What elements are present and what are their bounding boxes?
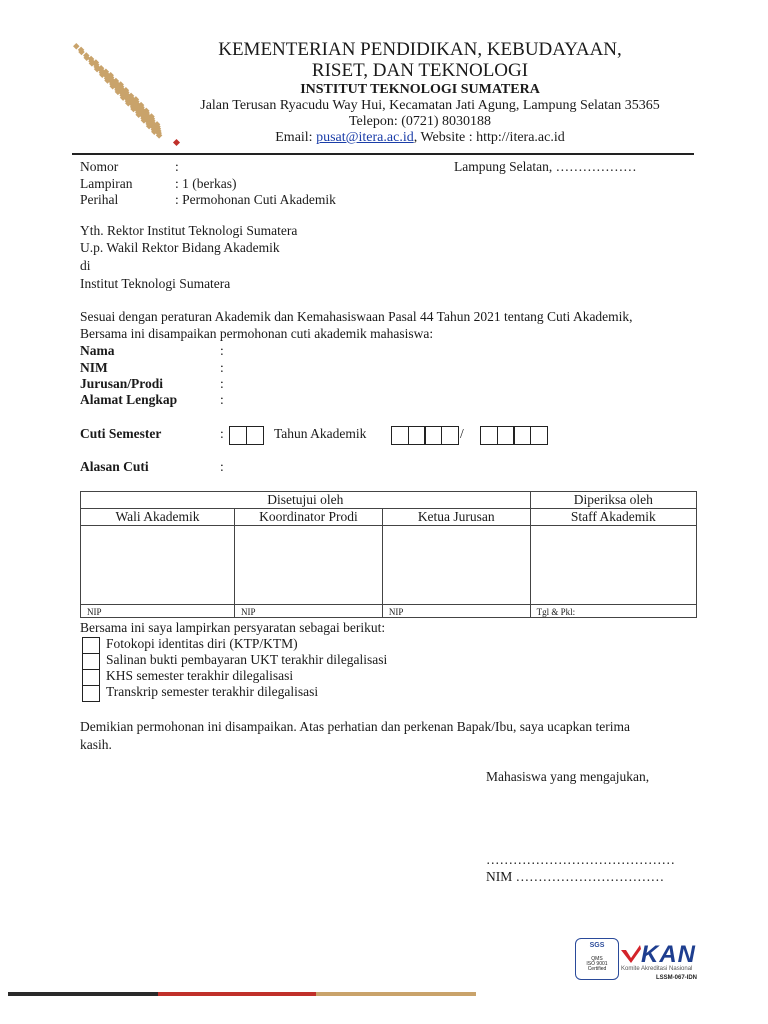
field-nim-colon: : [220,360,224,375]
cuti-semester-colon: : [220,426,224,441]
certified-text: Certified [587,966,607,972]
iso-text: ISO 9001 [586,961,608,967]
ministry-title-line1: KEMENTERIAN PENDIDIKAN, KEBUDAYAAN, [218,39,622,60]
intro-line2: Bersama ini disampaikan permohonan cuti akademik mahasiswa: [80,326,434,341]
tahun-akademik-label: Tahun Akademik [274,426,367,441]
attachment-checkbox[interactable] [82,669,100,686]
itera-logo [70,40,190,152]
footer-bar-tan [316,992,476,996]
field-alamat-colon: : [220,392,224,407]
closing-line2: kasih. [80,737,112,752]
institution-name: INSTITUT TEKNOLOGI SUMATERA [300,82,540,97]
recipient-line4: Institut Teknologi Sumatera [80,276,231,291]
col-staff-akademik: Staff Akademik [530,509,696,526]
website-text: , Website : http://itera.ac.id [413,130,565,145]
alasan-cuti-colon: : [220,459,224,474]
col-wali-akademik: Wali Akademik [81,509,235,526]
place-date: Lampung Selatan, ……………… [454,159,637,174]
sgs-badge [575,938,619,980]
attachments-intro: Bersama ini saya lampirkan persyaratan sebagai berikut: [80,620,386,635]
institution-address: Jalan Terusan Ryacudu Way Hui, Kecamatan Jati Agung, Lampung Selatan 35365 [200,98,660,113]
kan-subtitle: Komite Akreditasi Nasional [621,966,693,972]
closing-line1: Demikian permohonan ini disampaikan. Atas perhatian dan perkenan Bapak/Ibu, saya ucapkan terima [80,719,630,734]
email-label: Email: [275,130,317,145]
email-link[interactable]: pusat@itera.ac.id [316,130,414,145]
lssm-code: LSSM-067-IDN [656,975,698,981]
approved-by-header: Disetujui oleh [81,492,531,509]
lampiran-value: : 1 (berkas) [175,176,237,191]
year-box[interactable] [408,426,426,445]
footer-bar-dark [8,992,158,996]
attachment-checkbox[interactable] [82,685,100,702]
tgl-cell: Tgl & Pkl: [530,605,696,618]
recipient-line3: di [80,258,91,273]
year-box[interactable] [441,426,459,445]
year-box[interactable] [530,426,548,445]
field-nim-label: NIM [80,360,108,375]
col-koordinator-prodi: Koordinator Prodi [235,509,383,526]
recipient-line2: U.p. Wakil Rektor Bidang Akademik [80,240,280,255]
institution-phone: Telepon: (0721) 8030188 [348,114,492,129]
field-nama-label: Nama [80,343,115,358]
ministry-title-line2: RISET, DAN TEKNOLOGI [311,60,529,81]
year-end-boxes[interactable] [480,426,546,445]
logo-dot [73,43,80,50]
header-divider [72,153,694,155]
intro-line1: Sesuai dengan peraturan Akademik dan Kemahasiswaan Pasal 44 Tahun 2021 tentang Cuti Akademik, [80,309,633,324]
year-box[interactable] [424,426,442,445]
approval-table [80,491,697,618]
signer-label: Mahasiswa yang mengajukan, [486,769,650,784]
semester-boxes[interactable] [229,426,262,445]
year-start-boxes[interactable] [391,426,457,445]
nip-cell: NIP [81,605,235,618]
signature-cell[interactable] [235,526,383,605]
qms-text: QMS [591,956,603,962]
signature-line[interactable]: …………………………………… [486,852,675,867]
year-slash: / [460,426,464,441]
year-box[interactable] [513,426,531,445]
nip-cell: NIP [235,605,383,618]
year-box[interactable] [480,426,498,445]
attachment-checkbox[interactable] [82,653,100,670]
field-jurusan-label: Jurusan/Prodi [80,376,164,391]
kan-logo-text: KAN [641,941,696,968]
perihal-value: : Permohonan Cuti Akademik [175,192,336,207]
field-alamat-label: Alamat Lengkap [80,392,178,407]
recipient-line1: Yth. Rektor Institut Teknologi Sumatera [80,223,298,238]
cuti-semester-label: Cuti Semester [80,426,162,441]
signature-cell[interactable] [382,526,530,605]
signature-cell[interactable] [81,526,235,605]
attachment-item: Fotokopi identitas diri (KTP/KTM) [106,636,298,651]
alasan-cuti-label: Alasan Cuti [80,459,149,474]
col-ketua-jurusan: Ketua Jurusan [382,509,530,526]
institution-contact [180,130,660,145]
nomor-label: Nomor [80,159,119,174]
year-box[interactable] [391,426,409,445]
nomor-value: : [175,159,179,174]
attachment-item: KHS semester terakhir dilegalisasi [106,668,294,683]
kan-check-icon [620,944,642,964]
year-box[interactable] [497,426,515,445]
nip-cell: NIP [382,605,530,618]
semester-box[interactable] [246,426,264,445]
sgs-text: SGS [589,942,605,949]
perihal-label: Perihal [80,192,119,207]
field-jurusan-colon: : [220,376,224,391]
semester-box[interactable] [229,426,247,445]
logo-accent-dot [173,139,180,146]
signature-cell[interactable] [530,526,696,605]
checked-by-header: Diperiksa oleh [530,492,696,509]
field-nama-colon: : [220,343,224,358]
footer-bar-red [158,992,316,996]
attachment-item: Salinan bukti pembayaran UKT terakhir dilegalisasi [106,652,388,667]
nim-line[interactable]: NIM …………………………… [486,869,665,884]
attachment-item: Transkrip semester terakhir dilegalisasi [106,684,319,699]
logo-dots [73,43,180,146]
attachment-checkbox[interactable] [82,637,100,654]
lampiran-label: Lampiran [80,176,133,191]
